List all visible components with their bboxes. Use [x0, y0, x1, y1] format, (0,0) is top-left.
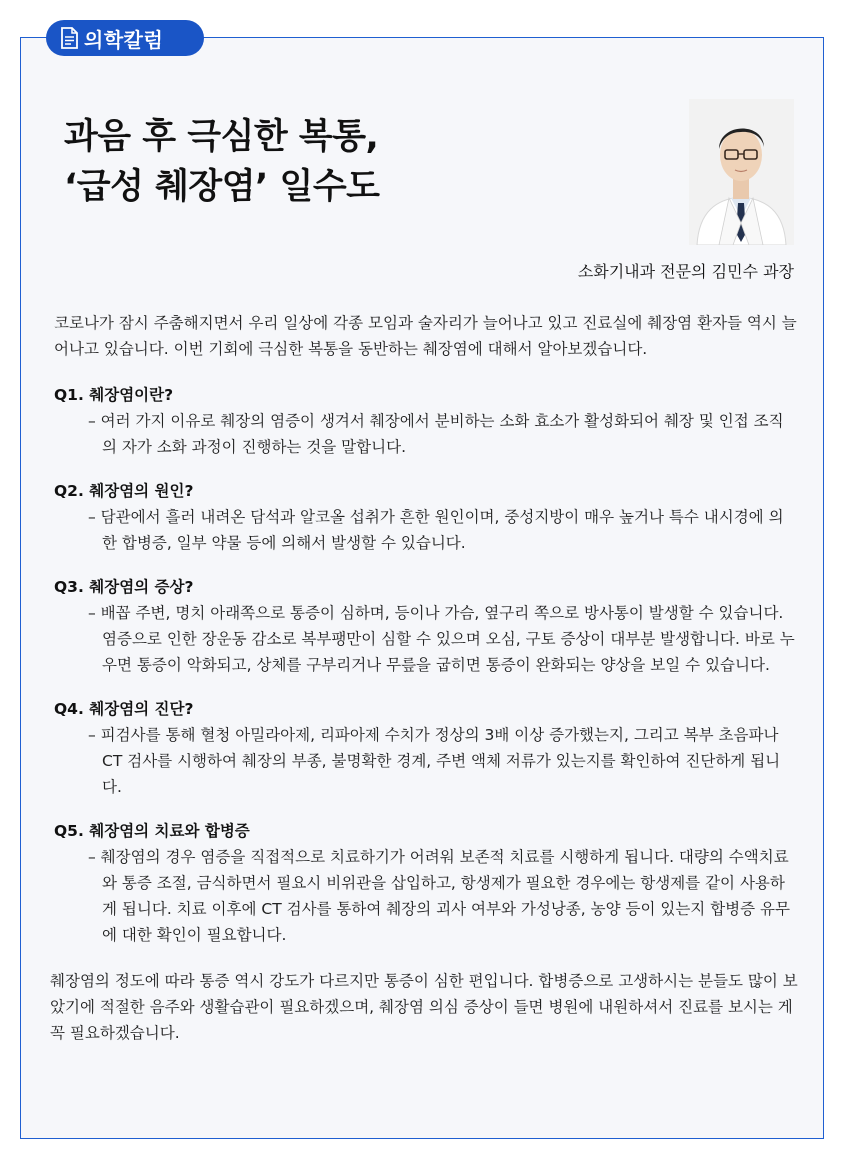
qa-item-5 — [54, 818, 798, 948]
answer-text: – 배꼽 주변, 명치 아래쪽으로 통증이 심하며, 등이나 가슴, 옆구리 쪽으로 방사통이 발생할 수 있습니다. 염증으로 인한 장운동 감소로 복부팽만이 심할 수 있으며 오심, 구토 증상이 대부분 발생합니다. 바로 누우면 통증이 악화되고, 상체를 구부리거나 무릎을 굽히면 통증이 완화되는 양상을 보일 수 있습니다. — [88, 604, 795, 674]
title-line-2: ‘급성 췌장염’ 일수도 — [64, 167, 380, 207]
title-line-1: 과음 후 극심한 복통, — [64, 117, 379, 157]
answer-text: – 여러 가지 이유로 췌장의 염증이 생겨서 췌장에서 분비하는 소화 효소가 활성화되어 췌장 및 인접 조직의 자가 소화 과정이 진행하는 것을 말합니다. — [88, 412, 784, 456]
question-title: Q2. 췌장염의 원인? — [54, 482, 194, 500]
question-title: Q4. 췌장염의 진단? — [54, 700, 194, 718]
closing-paragraph: 췌장염의 정도에 따라 통증 역시 강도가 다르지만 통증이 심한 편입니다. 합병증으로 고생하시는 분들도 많이 보았기에 적절한 음주와 생활습관이 필요하겠으며, 췌장염 의심 증상이 들면 병원에 내원하셔서 진료를 보시는 게 꼭 필요하겠습니다. — [50, 972, 798, 1042]
qa-item-3 — [54, 574, 798, 678]
answer-text: – 췌장염의 경우 염증을 직접적으로 치료하기가 어려워 보존적 치료를 시행하게 됩니다. 대량의 수액치료와 통증 조절, 금식하면서 필요시 비위관을 삽입하고, 항생제가 필요한 경우에는 항생제를 같이 사용하게 됩니다. 치료 이후에 CT 검사를 통하여 췌장의 괴사 여부와 가성낭종, 농양 등이 있는지 합병증 유무에 대한 확인이 필요합니다. — [88, 848, 790, 944]
column-badge — [46, 20, 204, 56]
document-icon — [60, 27, 78, 49]
article-title — [64, 112, 624, 212]
qa-item-4 — [54, 696, 798, 800]
question-title: Q5. 췌장염의 치료와 합병증 — [54, 822, 250, 840]
author-photo — [689, 99, 794, 245]
qa-item-2 — [54, 478, 798, 556]
question-title: Q3. 췌장염의 증상? — [54, 578, 194, 596]
article-body — [50, 310, 798, 1046]
qa-item-1 — [54, 382, 798, 460]
author-name: 소화기내과 전문의 김민수 과장 — [577, 262, 794, 281]
question-title: Q1. 췌장염이란? — [54, 386, 174, 404]
badge-label: 의학칼럼 — [84, 27, 164, 52]
answer-text: – 피검사를 통해 혈청 아밀라아제, 리파아제 수치가 정상의 3배 이상 증가했는지, 그리고 복부 초음파나 CT 검사를 시행하여 췌장의 부종, 불명확한 경계, 주변 액체 저류가 있는지를 확인하여 진단하게 됩니다. — [88, 726, 781, 796]
answer-text: – 담관에서 흘러 내려온 담석과 알코올 섭취가 흔한 원인이며, 중성지방이 매우 높거나 특수 내시경에 의한 합병증, 일부 약물 등에 의해서 발생할 수 있습니다. — [88, 508, 784, 552]
intro-paragraph: 코로나가 잠시 주춤해지면서 우리 일상에 각종 모임과 술자리가 늘어나고 있고 진료실에 췌장염 환자들 역시 늘어나고 있습니다. 이번 기회에 극심한 복통을 동반하는 췌장염에 대해서 알아보겠습니다. — [54, 314, 797, 358]
